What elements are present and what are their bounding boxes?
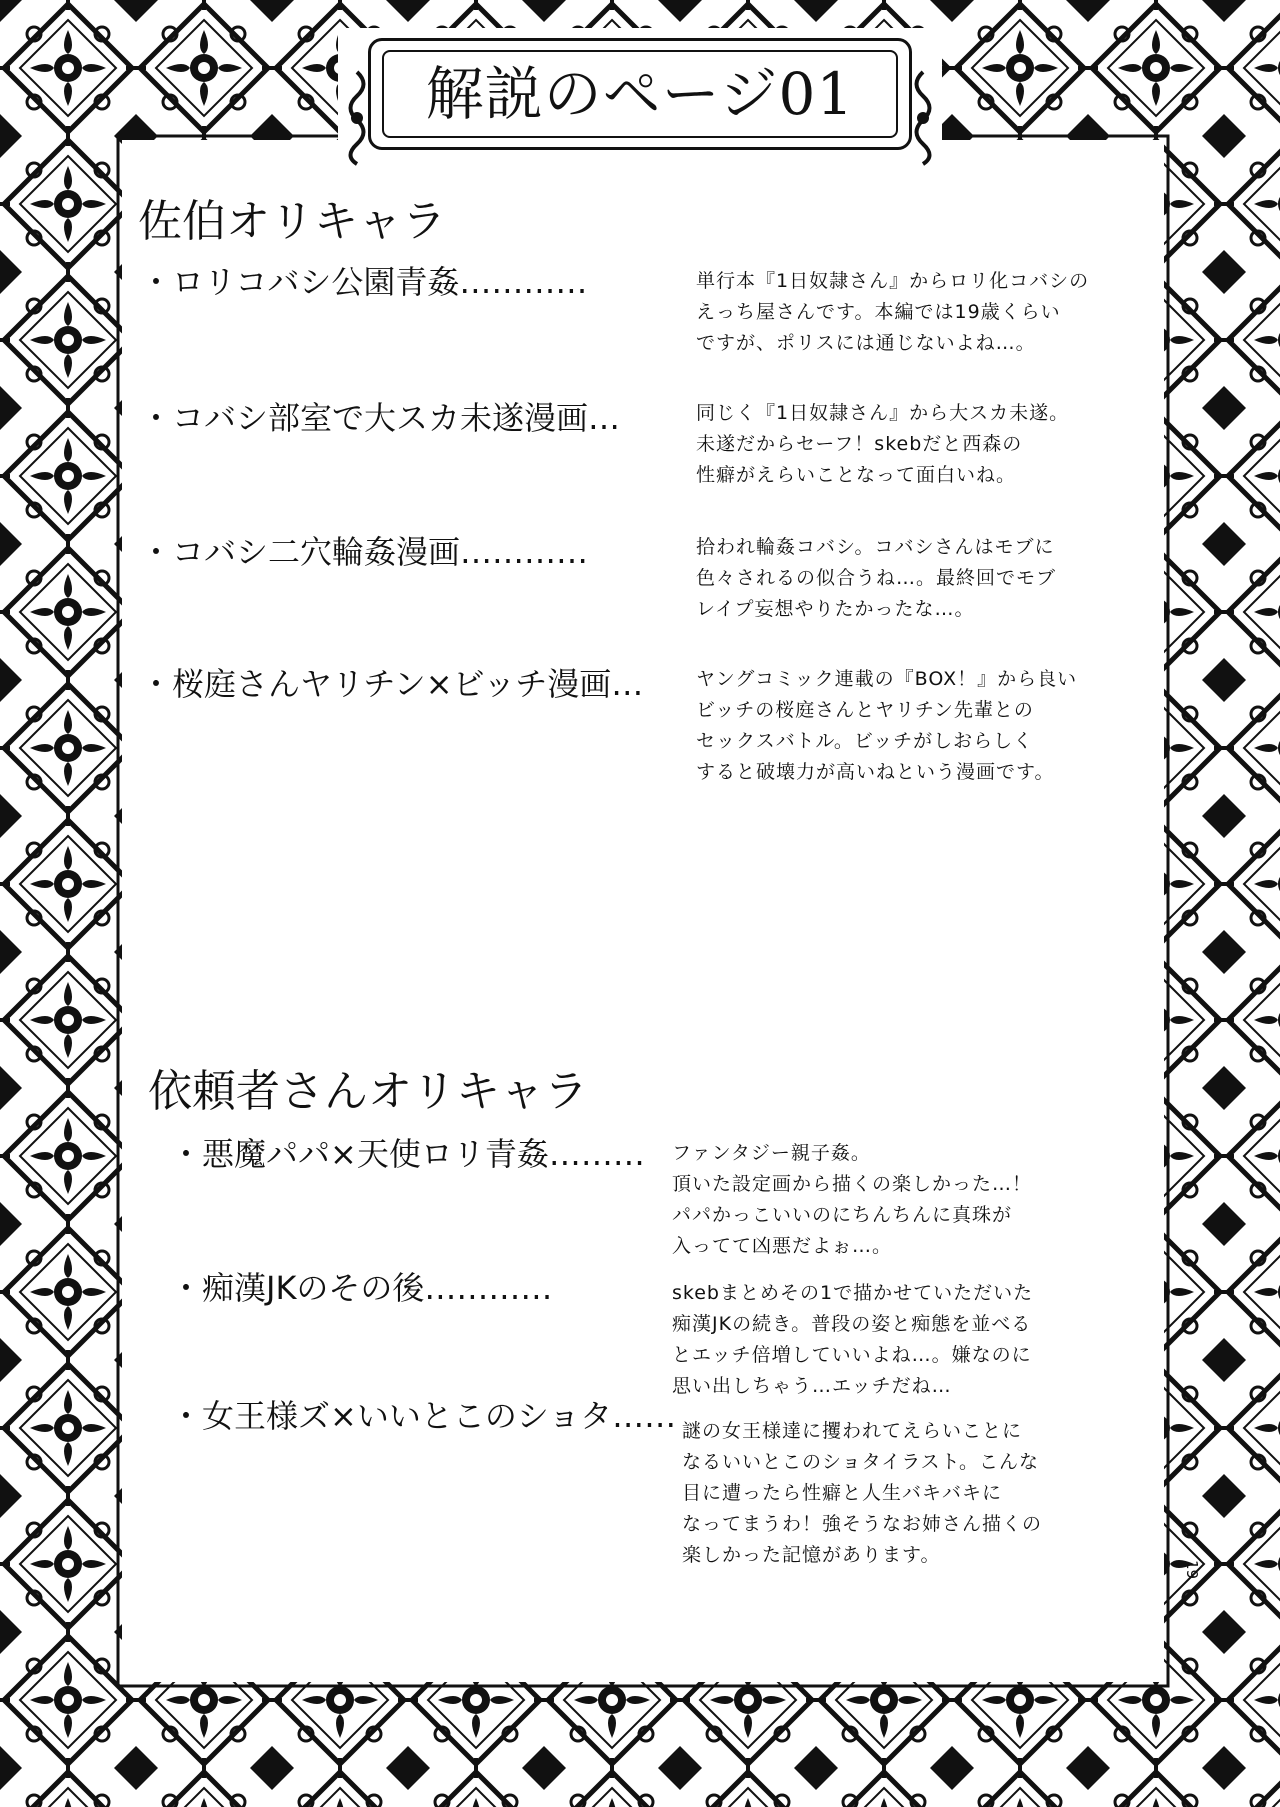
page-title: 解説のページ01 bbox=[425, 60, 855, 128]
section-heading-saeki: 佐伯オリキャラ bbox=[138, 196, 446, 247]
item-description: 単行本『1日奴隷さん』からロリ化コバシの えっち屋さんです。本編では19歳くらい ですが、ポリスには通じないよね…。 bbox=[696, 270, 1090, 354]
item-name: ・悪魔パパ×天使ロリ青姦……… bbox=[170, 1135, 645, 1173]
item-description: 同じく『1日奴隷さん』から大スカ未遂。 未遂だからセーフ！skebだと西森の 性癖がえらいことなって面白いね。 bbox=[696, 402, 1070, 486]
item-description: ヤングコミック連載の『BOX！』から良い ビッチの桜庭さんとヤリチン先輩との セックスバトル。ビッチがしおらしく すると破壊力が高いねという漫画です。 bbox=[696, 668, 1078, 783]
item-description: 謎の女王様達に攫われてえらいことに なるいいとこのショタイラスト。こんな 目に遭ったら性癖と人生バキバキに なってまうわ！強そうなお姉さん描くの 楽しかった記憶があります。 bbox=[682, 1420, 1043, 1566]
section-heading-client: 依頼者さんオリキャラ bbox=[148, 1066, 588, 1117]
title-plate bbox=[338, 28, 942, 160]
item-name: ・女王様ズ×いいとこのショタ…… bbox=[170, 1397, 677, 1435]
item-name: ・コバシ部室で大スカ未遂漫画… bbox=[140, 399, 621, 437]
item-description: 拾われ輪姦コバシ。コバシさんはモブに 色々されるの似合うね…。最終回でモブ レイプ妄想やりたかったな…。 bbox=[696, 536, 1057, 620]
item-name: ・ロリコバシ公園青姦………… bbox=[140, 263, 588, 301]
item-name: ・痴漢JKのその後………… bbox=[170, 1269, 553, 1307]
item-description: ファンタジー親子姦。 頂いた設定画から描くの楽しかった…！ パパかっこいいのにちんちんに真珠が 入ってて凶悪だよぉ…。 bbox=[672, 1142, 1033, 1257]
item-description: skebまとめその1で描かせていただいた 痴漢JKの続き。普段の姿と痴態を並べる とエッチ倍増していいよね…。嫌なのに 思い出しちゃう…エッチだね… bbox=[672, 1282, 1034, 1397]
item-name: ・コバシ二穴輪姦漫画………… bbox=[140, 533, 589, 571]
page-number: 19 bbox=[1183, 1560, 1201, 1580]
item-name: ・桜庭さんヤリチン×ビッチ漫画… bbox=[140, 665, 644, 703]
